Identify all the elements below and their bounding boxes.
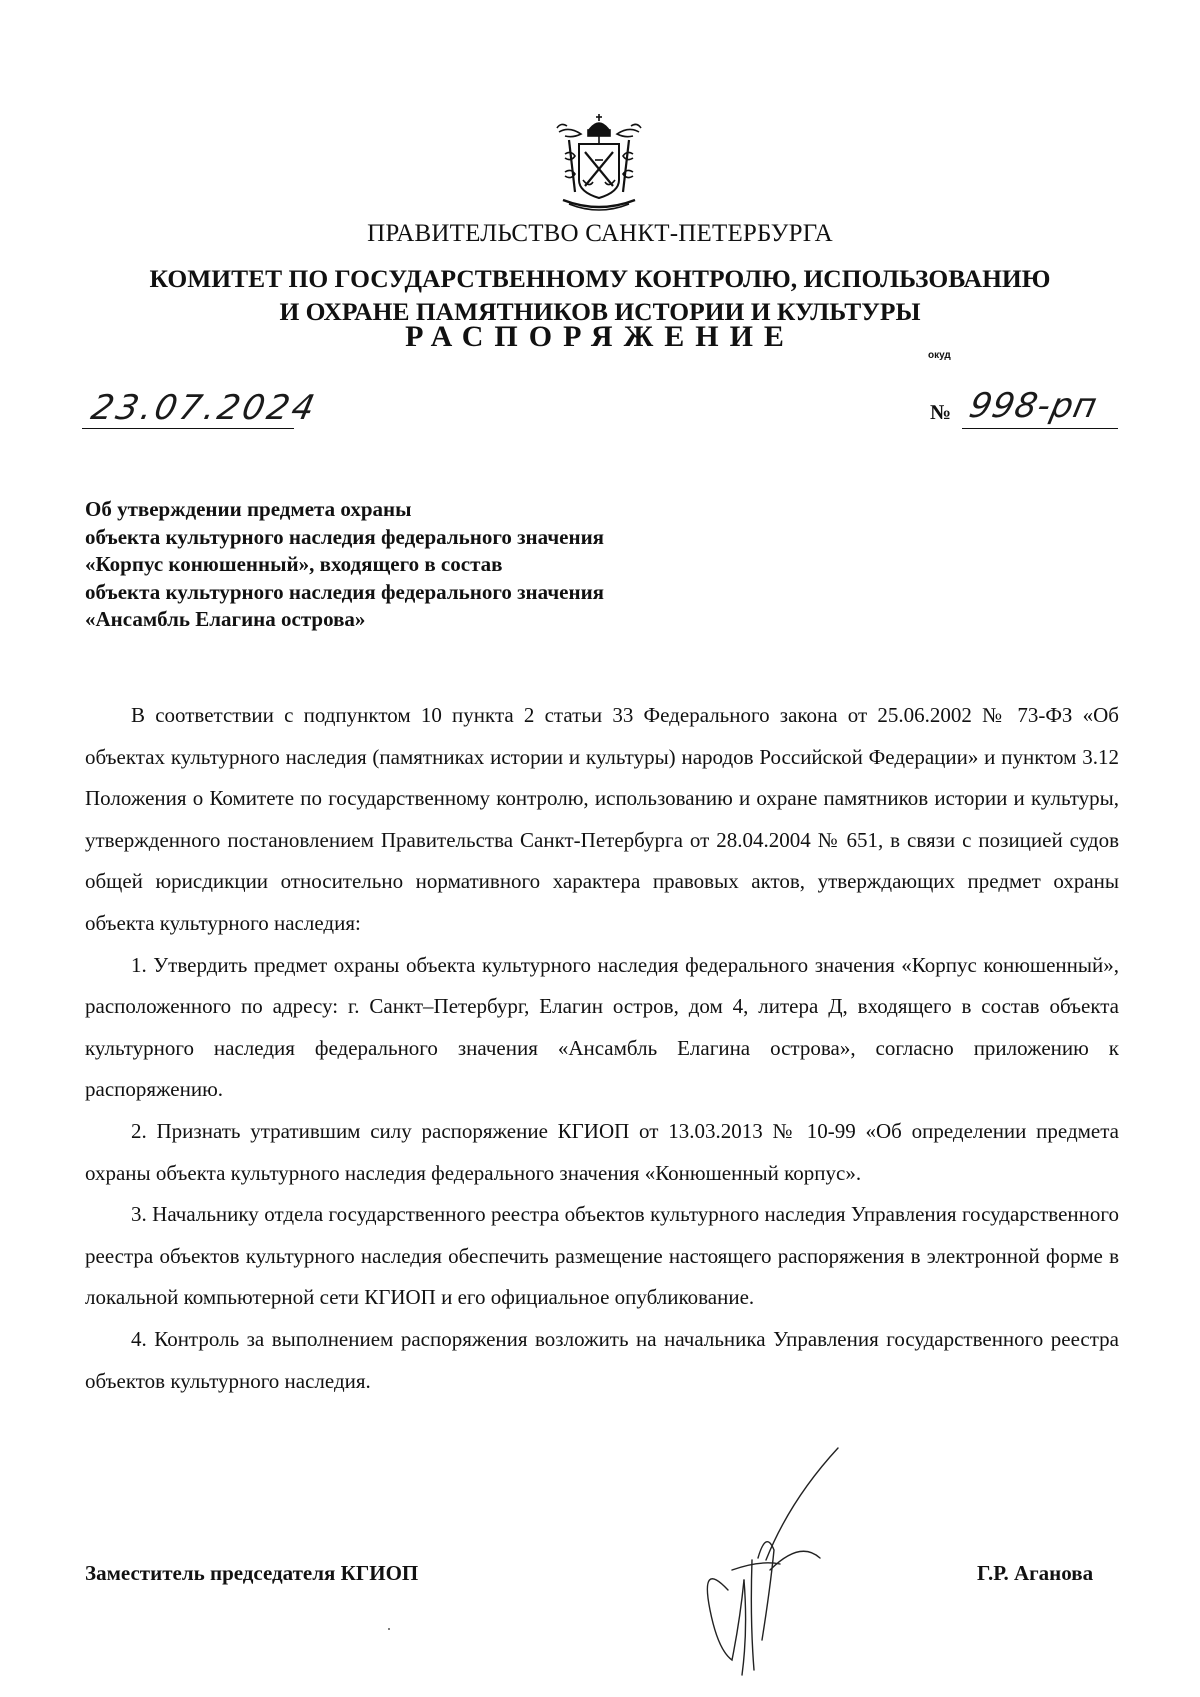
- preamble-paragraph: В соответствии с подпунктом 10 пункта 2 статьи 33 Федерального закона от 25.06.2002 № 73-ФЗ «Об объектах культурного наследия (памятниках истории и культуры) народов Российской Федерации» и пунктом 3.12 Положения о Комитете по государственному контролю, использованию и охране памятников истории и культуры, утвержденного постановлением Правительства Санкт-Петербурга от 28.04.2004 № 651, в связи с позицией судов общей юрисдикции относительно нормативного характера правовых актов, утверждающих предмет охраны объекта культурного наследия:: [85, 703, 1119, 935]
- scan-speck: [388, 1628, 390, 1630]
- committee-title-line: КОМИТЕТ ПО ГОСУДАРСТВЕННОМУ КОНТРОЛЮ, ИСПОЛЬЗОВАНИЮ: [149, 264, 1051, 293]
- order-item: 1. Утвердить предмет охраны объекта культурного наследия федерального значения «Корпус конюшенный», расположенного по адресу: г. Санкт–Петербург, Елагин остров, дом 4, литера Д, входящего в состав объекта культурного наследия федерального значения «Ансамбль Елагина острова», согласно приложению к распоряжению.: [85, 952, 1119, 1102]
- document-number: 998-рп: [965, 386, 1102, 426]
- number-label: №: [930, 400, 952, 424]
- subject-line: объекта культурного наследия федерального значения: [85, 579, 605, 604]
- signatory-position: Заместитель председателя КГИОП: [85, 1561, 419, 1585]
- subject-line: объекта культурного наследия федерального значения: [85, 524, 605, 549]
- subject-line: «Ансамбль Елагина острова»: [85, 607, 366, 631]
- document-date: 23.07.2024: [87, 388, 321, 428]
- order-item: 4. Контроль за выполнением распоряжения возложить на начальника Управления государственного реестра объектов культурного наследия.: [85, 1326, 1119, 1393]
- signatory-name: Г.Р. Аганова: [977, 1561, 1094, 1585]
- document-type-title: РАСПОРЯЖЕНИЕ: [405, 320, 795, 353]
- committee-title-line: И ОХРАНЕ ПАМЯТНИКОВ ИСТОРИИ И КУЛЬТУРЫ: [279, 297, 921, 326]
- coat-of-arms-emblem: [551, 110, 647, 216]
- order-item: 3. Начальнику отдела государственного реестра объектов культурного наследия Управления государственного реестра объектов культурного наследия обеспечить размещение настоящего распоряжения в электронной форме в локальной компьютерной сети КГИОП и его официальное опубликование.: [85, 1202, 1119, 1310]
- subject-line: «Корпус конюшенный», входящего в состав: [85, 552, 503, 576]
- subject-line: Об утверждении предмета охраны: [85, 497, 412, 521]
- document-body: [85, 695, 1119, 1402]
- government-title: ПРАВИТЕЛЬСТВО САНКТ-ПЕТЕРБУРГА: [367, 220, 833, 247]
- okud-label: окуд: [928, 350, 951, 361]
- document-subject: [85, 496, 885, 634]
- order-item: 2. Признать утратившим силу распоряжение КГИОП от 13.03.2013 № 10-99 «Об определении предмета охраны объекта культурного наследия федерального значения «Конюшенный корпус».: [85, 1118, 1119, 1185]
- handwritten-signature: [670, 1440, 870, 1690]
- committee-title: [0, 262, 1200, 328]
